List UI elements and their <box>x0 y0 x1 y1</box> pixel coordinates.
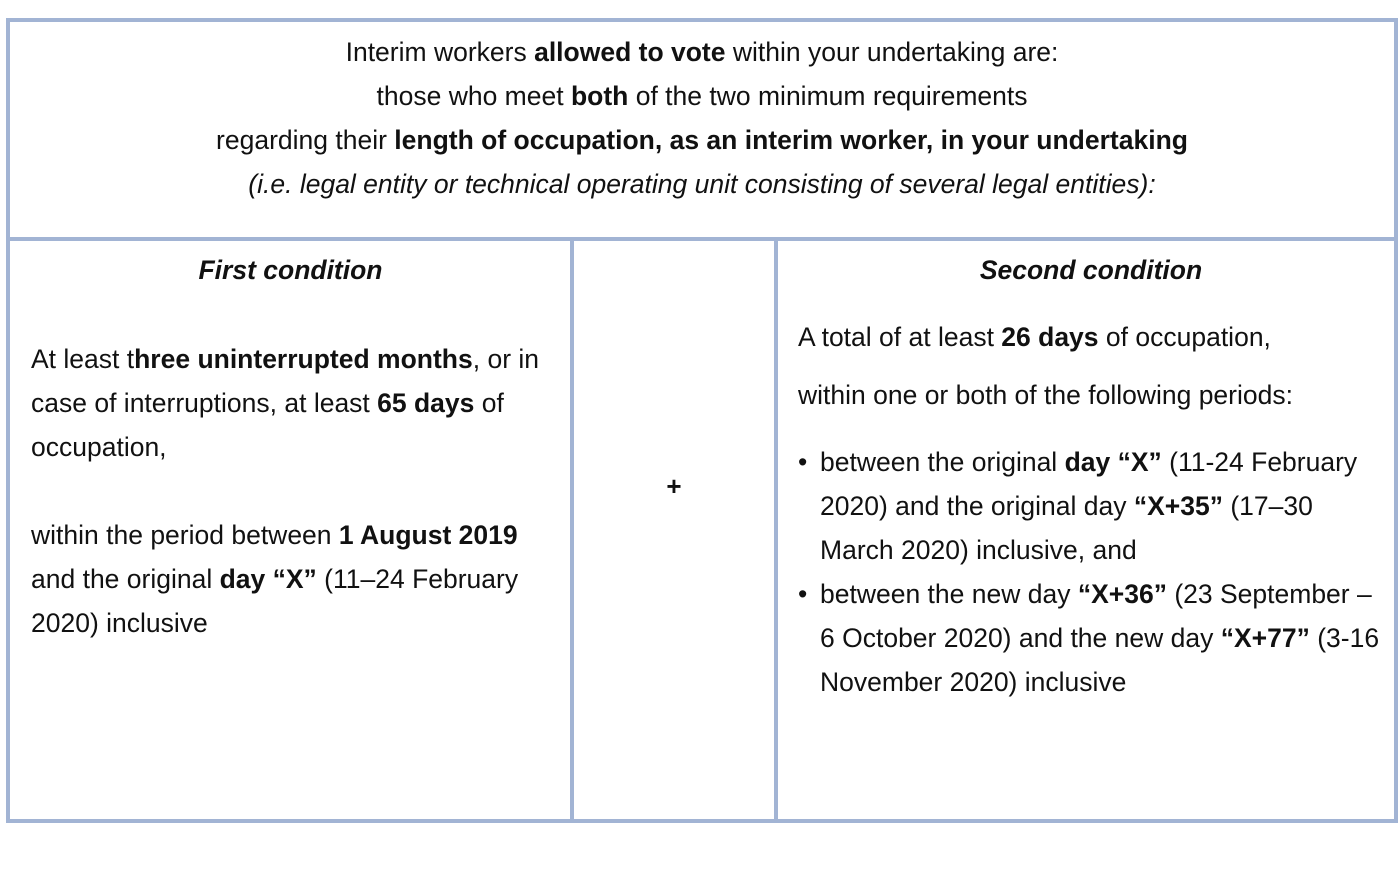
second-condition-title: Second condition <box>979 255 1203 285</box>
header-line-1-text-end: within your undertaking are: <box>725 37 1059 67</box>
text-span: between the original <box>820 447 1065 477</box>
header-line-1-bold: allowed to vote <box>534 37 726 67</box>
bold-span: 1 August 2019 <box>338 520 518 550</box>
first-condition-title: First condition <box>198 255 383 285</box>
period-list <box>798 440 1384 704</box>
text-span: of occupation, <box>1098 322 1271 352</box>
bold-span: “X+35” <box>1133 491 1223 521</box>
header-line-2 <box>10 74 1394 118</box>
text-span: A total of at least <box>798 322 1002 352</box>
second-condition-cell <box>778 241 1394 819</box>
text-span: and the original <box>31 564 220 594</box>
conditions-table <box>6 18 1398 823</box>
first-condition-paragraph-2 <box>31 513 550 645</box>
list-item <box>798 572 1384 704</box>
text-span: between the new day <box>820 579 1078 609</box>
bold-span: “X+77” <box>1220 623 1310 653</box>
second-condition-intro-line-1 <box>798 308 1384 366</box>
second-condition-intro-line-2: within one or both of the following periods: <box>798 380 1293 410</box>
table-header <box>10 22 1394 237</box>
text-span: of occupation, <box>31 388 504 462</box>
bullet-icon: • <box>798 579 808 609</box>
second-condition-intro <box>798 308 1384 424</box>
text-span: within the period between <box>31 520 339 550</box>
list-item <box>798 440 1384 572</box>
header-line-3-bold: length of occupation, as an interim worker, in your undertaking <box>394 125 1188 155</box>
first-condition-body <box>31 337 550 645</box>
text-span: (11-24 February 2020) and the original day <box>820 447 1358 521</box>
text-span: , or in case of interruptions, at least <box>31 344 540 418</box>
first-condition-paragraph-1 <box>31 337 550 469</box>
bold-span: “X+36” <box>1077 579 1167 609</box>
header-line-3-text: regarding their <box>216 125 395 155</box>
text-span: At least t <box>31 344 135 374</box>
bold-span: 65 days <box>377 388 475 418</box>
plus-icon: + <box>666 471 682 501</box>
bullet-icon: • <box>798 447 808 477</box>
bold-span: day “X” <box>1064 447 1162 477</box>
header-line-1 <box>10 30 1394 74</box>
header-line-4: (i.e. legal entity or technical operating unit consisting of several legal entities): <box>248 169 1156 199</box>
bold-span: day “X” <box>219 564 317 594</box>
text-span: (11–24 February 2020) inclusive <box>31 564 519 638</box>
header-line-2-text: those who meet <box>376 81 571 111</box>
header-line-3 <box>10 118 1394 162</box>
header-line-1-text: Interim workers <box>345 37 535 67</box>
header-line-2-bold: both <box>570 81 629 111</box>
bold-span: hree uninterrupted months <box>134 344 473 374</box>
first-condition-cell <box>10 241 570 819</box>
header-line-2-text-end: of the two minimum requirements <box>628 81 1028 111</box>
text-span: (17–30 March 2020) inclusive, and <box>820 491 1313 565</box>
text-span: (23 September – 6 October 2020) and the new day <box>820 579 1372 653</box>
bold-span: 26 days <box>1001 322 1099 352</box>
connector-cell <box>574 241 774 819</box>
text-span: (3-16 November 2020) inclusive <box>820 623 1380 697</box>
